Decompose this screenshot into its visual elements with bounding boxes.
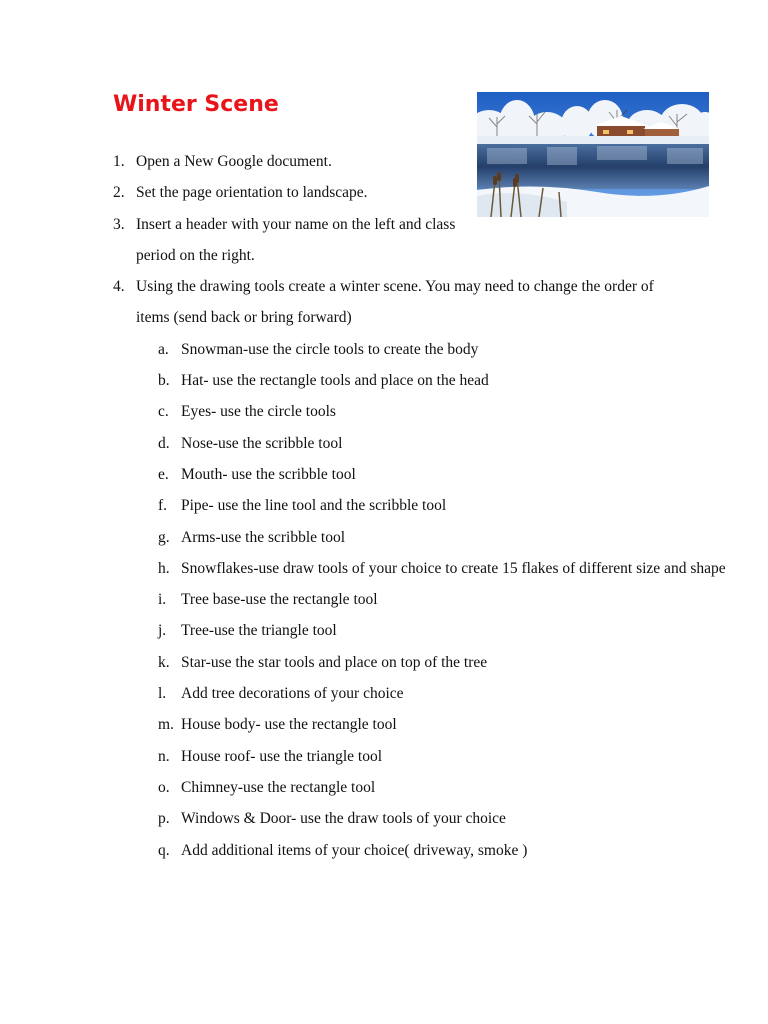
sub-list-item: [136, 615, 713, 646]
list-number: 4.: [113, 278, 125, 296]
sub-list-item: [136, 709, 713, 740]
sub-list-letter: i.: [158, 591, 167, 609]
sub-list: [136, 334, 726, 866]
sub-list-item: [136, 365, 713, 396]
sub-list-item: [136, 772, 713, 803]
sub-list-text: House body- use the rectangle tool: [181, 716, 397, 734]
sub-list-letter: q.: [158, 841, 170, 859]
sub-list-letter: e.: [158, 465, 169, 483]
list-text: Open a New Google document.: [136, 153, 332, 170]
instruction-list: [113, 146, 726, 866]
list-text: Using the drawing tools create a winter scene. You may need to change the order of items (send back or bring forward): [136, 278, 654, 327]
sub-list-text: Mouth- use the scribble tool: [181, 465, 356, 483]
sub-list-item: [136, 553, 726, 584]
sub-list-letter: f.: [158, 497, 168, 515]
sub-list-letter: b.: [158, 372, 170, 390]
sub-list-item: [136, 835, 713, 866]
sub-list-item: [136, 522, 713, 553]
list-number: 3.: [113, 215, 125, 233]
sub-list-item: [136, 584, 713, 615]
sub-list-letter: l.: [158, 685, 167, 703]
sub-list-item: [136, 647, 713, 678]
sub-list-item: [136, 741, 713, 772]
sub-list-letter: k.: [158, 653, 170, 671]
list-item: [113, 146, 713, 177]
sub-list-item: [136, 490, 713, 521]
list-number: 1.: [113, 153, 125, 170]
sub-list-item: [136, 678, 713, 709]
sub-list-text: Snowflakes-use draw tools of your choice to create 15 flakes of different size and shape: [181, 559, 726, 577]
sub-list-letter: n.: [158, 747, 170, 765]
sub-list-text: Chimney-use the rectangle tool: [181, 778, 376, 796]
list-text: Set the page orientation to landscape.: [136, 184, 368, 202]
sub-list-text: Add tree decorations of your choice: [181, 685, 404, 703]
list-text: Insert a header with your name on the left and class period on the right.: [136, 215, 456, 264]
sub-list-letter: d.: [158, 434, 170, 452]
sub-list-letter: m.: [158, 716, 174, 734]
page-title: Winter Scene: [113, 92, 279, 117]
sub-list-text: Hat- use the rectangle tools and place on the head: [181, 372, 489, 390]
sub-list-text: Tree base-use the rectangle tool: [181, 591, 378, 609]
list-item: [113, 271, 726, 866]
sub-list-letter: c.: [158, 403, 169, 421]
list-item: [113, 209, 713, 272]
sub-list-letter: o.: [158, 778, 170, 796]
sub-list-text: Windows & Door- use the draw tools of your choice: [181, 810, 506, 828]
sub-list-item: [136, 459, 713, 490]
sub-list-item: [136, 428, 713, 459]
sub-list-letter: g.: [158, 528, 170, 546]
sub-list-text: Tree-use the triangle tool: [181, 622, 337, 640]
sub-list-item: [136, 803, 713, 834]
sub-list-text: Eyes- use the circle tools: [181, 403, 336, 421]
sub-list-text: House roof- use the triangle tool: [181, 747, 383, 765]
sub-list-letter: p.: [158, 810, 170, 828]
sub-list-text: Snowman-use the circle tools to create the body: [181, 340, 479, 358]
sub-list-text: Add additional items of your choice( driveway, smoke ): [181, 841, 528, 859]
sub-list-letter: j.: [158, 622, 167, 640]
list-number: 2.: [113, 184, 125, 202]
sub-list-letter: h.: [158, 559, 170, 577]
sub-list-item: [136, 334, 713, 365]
sub-list-item: [136, 396, 713, 427]
list-item: [113, 177, 713, 208]
sub-list-text: Nose-use the scribble tool: [181, 434, 343, 452]
sub-list-letter: a.: [158, 340, 169, 358]
sub-list-text: Arms-use the scribble tool: [181, 528, 346, 546]
sub-list-text: Star-use the star tools and place on top of the tree: [181, 653, 488, 671]
sub-list-text: Pipe- use the line tool and the scribble tool: [181, 497, 447, 515]
